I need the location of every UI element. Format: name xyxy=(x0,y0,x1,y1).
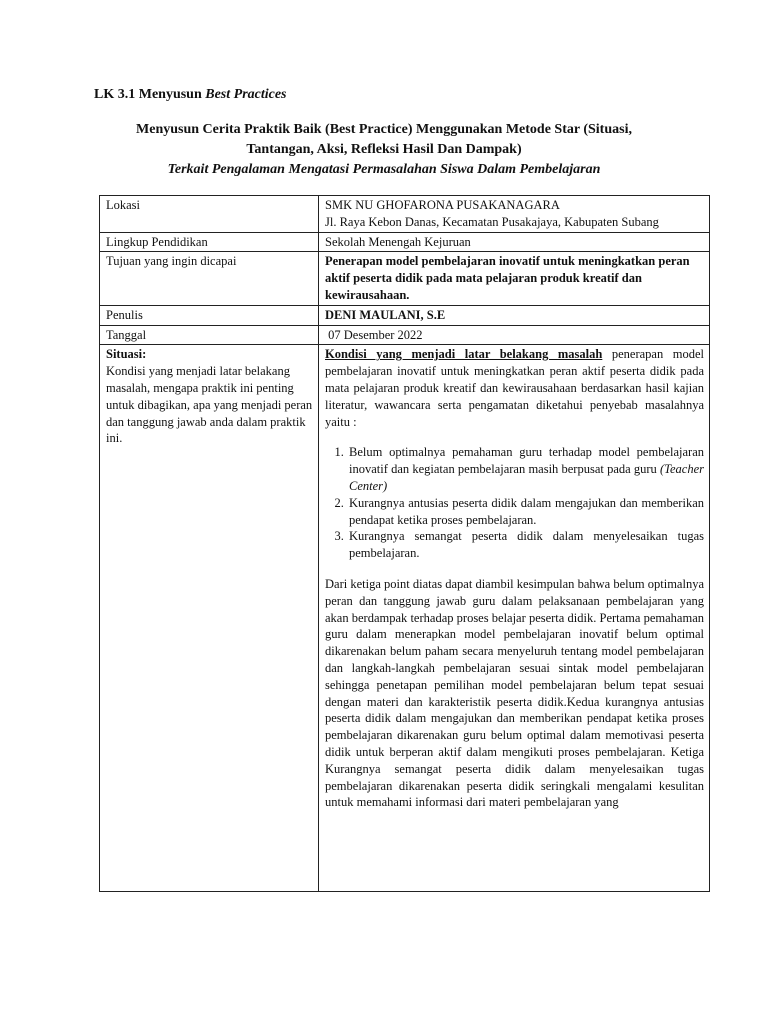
row-situasi xyxy=(100,345,710,892)
list-item-text: Kurangnya semangat peserta didik dalam menyelesaikan tugas pembelajaran. xyxy=(349,529,704,561)
list-item xyxy=(347,444,704,494)
situasi-label: Situasi: xyxy=(106,347,147,362)
best-practice-table xyxy=(99,195,710,892)
document-title xyxy=(94,87,287,103)
situasi-label-cell xyxy=(100,345,319,892)
situasi-intro xyxy=(325,346,704,430)
tanggal-label: Tanggal xyxy=(100,325,319,345)
penulis-label: Penulis xyxy=(100,305,319,325)
penulis-value: DENI MAULANI, S.E xyxy=(319,305,710,325)
lingkup-label: Lingkup Pendidikan xyxy=(100,232,319,252)
list-item-text: Belum optimalnya pemahaman guru terhadap model pembelajaran inovatif dan kegiatan pembelajaran masih berpusat pada guru xyxy=(349,445,704,477)
row-tanggal xyxy=(100,325,710,345)
situasi-intro-emphasis: Kondisi yang menjadi latar belakang masalah xyxy=(325,347,603,362)
lokasi-value xyxy=(319,196,710,233)
situasi-intro-text: penerapan model pembelajaran inovatif untuk meningkatkan peran aktif peserta didik pada mata pelajaran produk kreatif dan kewirausahaan berdasarkan hasil kajian literatur, wawancara serta pengamatan diketahui penyebab masalahnya yaitu : xyxy=(325,347,704,429)
heading-line-1: Menyusun Cerita Praktik Baik (Best Practice) Menggunakan Metode Star (Situasi, xyxy=(136,122,632,137)
row-lingkup xyxy=(100,232,710,252)
lingkup-value: Sekolah Menengah Kejuruan xyxy=(319,232,710,252)
lokasi-address: Jl. Raya Kebon Danas, Kecamatan Pusakajaya, Kabupaten Subang xyxy=(325,214,659,229)
row-tujuan xyxy=(100,252,710,305)
situasi-description: Kondisi yang menjadi latar belakang masalah, mengapa praktik ini penting untuk dibagikan, apa yang menjadi peran dan tanggung jawab anda dalam praktik ini. xyxy=(106,364,313,446)
row-penulis xyxy=(100,305,710,325)
list-item-italic: (Teacher Center) xyxy=(349,462,704,493)
problem-list xyxy=(325,444,704,562)
document-title-prefix: LK 3.1 Menyusun xyxy=(94,87,206,102)
tanggal-value: 07 Desember 2022 xyxy=(319,325,710,345)
heading-line-2: Tantangan, Aksi, Refleksi Hasil Dan Dampak) xyxy=(246,142,522,157)
document-title-italic: Best Practices xyxy=(205,87,287,102)
lokasi-label: Lokasi xyxy=(100,196,319,233)
list-item-text: Kurangnya antusias peserta didik dalam mengajukan dan memberikan pendapat ketika proses pembelajaran. xyxy=(349,495,704,527)
list-item xyxy=(347,495,704,529)
tujuan-label: Tujuan yang ingin dicapai xyxy=(100,252,319,305)
list-item xyxy=(347,528,704,562)
row-lokasi xyxy=(100,196,710,233)
document-heading xyxy=(90,120,678,180)
tujuan-value: Penerapan model pembelajaran inovatif untuk meningkatkan peran aktif peserta didik pada mata pelajaran produk kreatif dan kewirausahaan. xyxy=(319,252,710,305)
situasi-content xyxy=(319,345,710,892)
situasi-conclusion: Dari ketiga point diatas dapat diambil kesimpulan bahwa belum optimalnya peran dan tanggung jawab guru dalam pelaksanaan pembelajaran yang akan berdampak terhadap proses belajar peserta didik. Pertama pemahaman guru dalam menerapkan model pembelajaran inovatif belum optimal dikarenakan belum paham secara menyeluruh tentang model pembelajaran dan langkah-langkah pembelajaran sesuai sintak model pembelajaran sehingga penetapan pemilihan model pembelajaran belum tepat sesuai dengan materi dan karakteristik peserta didik.Kedua kurangnya antusias peserta didik dalam mengajukan dan memberikan pendapat ketika proses pembelajaran dikarenakan guru belum optimal dalam memotivasi peserta didik untuk berperan aktif dalam mengikuti proses pembelajaran. Ketiga Kurangnya semangat peserta didik dalam menyelesaikan tugas pembelajaran dikarenakan peserta didik seringkali mengalami kesulitan untuk memahami informasi dari materi pembelajaran yang xyxy=(325,576,704,810)
heading-line-3: Terkait Pengalaman Mengatasi Permasalahan Siswa Dalam Pembelajaran xyxy=(167,162,601,177)
lokasi-school-name: SMK NU GHOFARONA PUSAKANAGARA xyxy=(325,198,560,212)
